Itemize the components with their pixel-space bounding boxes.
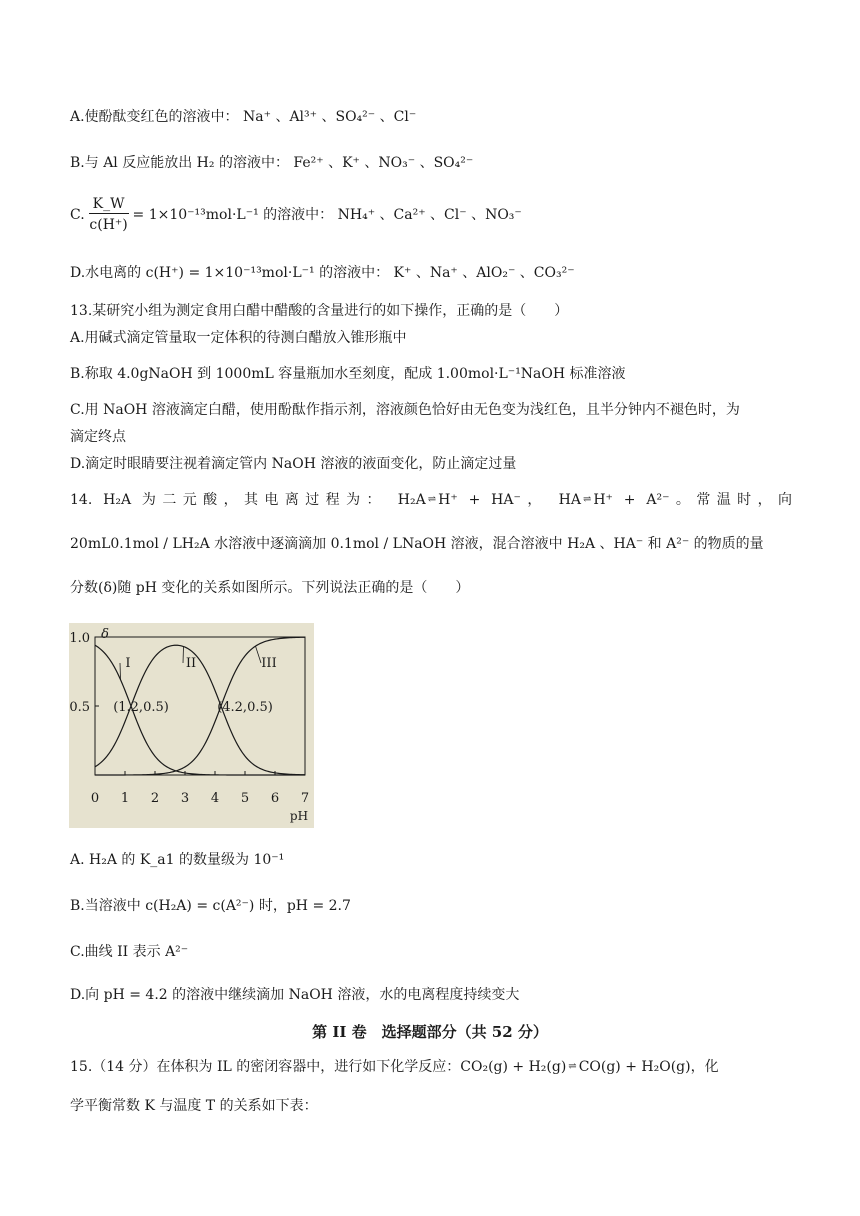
q14-option-d: D.向 pH = 4.2 的溶液中继续滴加 NaOH 溶液，水的电离程度持续变大 bbox=[70, 987, 520, 1003]
distribution-chart bbox=[69, 623, 314, 828]
y-axis-label: δ bbox=[101, 627, 109, 642]
q13-option-b: B.称取 4.0gNaOH 到 1000mL 容量瓶加水至刻度，配成 1.00mol·L⁻¹NaOH 标准溶液 bbox=[70, 366, 626, 382]
y-tick-label: 1.0 bbox=[69, 631, 90, 646]
x-tick-label: 0 bbox=[90, 791, 100, 806]
q13-option-d: D.滴定时眼睛要注视着滴定管内 NaOH 溶液的液面变化，防止滴定过量 bbox=[70, 456, 517, 472]
option-c-ions: NH₄⁺ 、Ca²⁺ 、Cl⁻ 、NO₃⁻ bbox=[337, 207, 522, 223]
option-c-prefix: C. bbox=[70, 207, 85, 223]
series-leader-line bbox=[183, 647, 184, 663]
option-a-ions: Na⁺ 、Al³⁺ 、SO₄²⁻ 、Cl⁻ bbox=[243, 109, 417, 125]
option-b-ions: Fe²⁺ 、K⁺ 、NO₃⁻ 、SO₄²⁻ bbox=[293, 155, 474, 171]
option-c-tail: = 1×10⁻¹³mol·L⁻¹ 的溶液中： bbox=[132, 207, 334, 223]
eq2-left: HA bbox=[558, 492, 581, 508]
x-tick-label: 6 bbox=[270, 791, 280, 806]
q13-stem: 13.某研究小组为测定食用白醋中醋酸的含量进行的如下操作，正确的是（ ） bbox=[70, 303, 569, 319]
section-title: 第 II 卷 选择题部分（共 52 分） bbox=[312, 1023, 548, 1041]
q15-line1 bbox=[70, 1057, 792, 1077]
equilibrium-arrow-icon: ⇌ bbox=[568, 1061, 577, 1072]
option-b-label: B.与 Al 反应能放出 H₂ 的溶液中： bbox=[70, 155, 289, 171]
x-tick-label: 1 bbox=[120, 791, 130, 806]
q14-option-a: A. H₂A 的 K_a1 的数量级为 10⁻¹ bbox=[70, 852, 285, 868]
x-tick-label: 5 bbox=[240, 791, 250, 806]
q13-option-c-line1: C.用 NaOH 溶液滴定白醋，使用酚酞作指示剂，溶液颜色恰好由无色变为浅红色，且半分钟内不褪色时，为 bbox=[70, 402, 740, 418]
option-b-q12 bbox=[70, 153, 473, 173]
option-a-label: A.使酚酞变红色的溶液中： bbox=[70, 109, 239, 125]
annotation-point-2: (4.2,0.5) bbox=[217, 700, 273, 715]
q15-eq-left: CO₂(g) + H₂(g) bbox=[460, 1059, 567, 1075]
option-c-q12 bbox=[70, 193, 522, 237]
q14-option-c: C.曲线 II 表示 A²⁻ bbox=[70, 944, 189, 960]
y-tick-label: 0.5 bbox=[69, 700, 90, 715]
q14-option-b: B.当溶液中 c(H₂A) = c(A²⁻) 时，pH = 2.7 bbox=[70, 898, 351, 914]
x-tick-label: 2 bbox=[150, 791, 160, 806]
fraction-numerator: K_W bbox=[89, 195, 129, 214]
series-leader-line bbox=[256, 646, 262, 663]
series-label-II: II bbox=[185, 656, 197, 671]
q15-line1-start: 15.（14 分）在体积为 IL 的密闭容器中，进行如下化学反应： bbox=[70, 1059, 461, 1075]
series-leader-line bbox=[120, 663, 121, 680]
q14-line1-start: 14. H₂A 为二元酸，其电离过程为： bbox=[70, 492, 387, 508]
annotation-point-1: (1.2,0.5) bbox=[113, 700, 169, 715]
q15-eq-right: CO(g) + H₂O(g) bbox=[578, 1059, 691, 1075]
eq1-left: H₂A bbox=[397, 492, 426, 508]
fraction-denominator: c(H⁺) bbox=[89, 216, 128, 233]
option-a-q12 bbox=[70, 107, 416, 127]
eq1-right: H⁺ + HA⁻ bbox=[438, 492, 521, 508]
q14-line1: 14. H₂A 为二元酸，其电离过程为： H₂A ⇌ H⁺ + HA⁻， HA ⇌ H⁺ + A²⁻。常温时，向 bbox=[70, 487, 792, 513]
option-d-q12 bbox=[70, 263, 575, 283]
series-label-I: I bbox=[125, 656, 131, 671]
x-axis-label: pH bbox=[289, 809, 309, 823]
x-tick-label: 4 bbox=[210, 791, 220, 806]
q15-line2: 学平衡常数 K 与温度 T 的关系如下表： bbox=[70, 1098, 318, 1114]
q14-line2: 20mL0.1mol / LH₂A 水溶液中逐滴滴加 0.1mol / LNaOH 溶液，混合溶液中 H₂A 、HA⁻ 和 A²⁻ 的物质的量 bbox=[70, 536, 764, 552]
q14-line1-end: 。常温时，向 bbox=[669, 492, 793, 508]
x-tick-label: 3 bbox=[180, 791, 190, 806]
option-d-label: D.水电离的 c(H⁺) = 1×10⁻¹³mol·L⁻¹ 的溶液中： bbox=[70, 265, 390, 281]
q14-line3: 分数(δ)随 pH 变化的关系如图所示。下列说法正确的是（ ） bbox=[70, 580, 470, 596]
series-label-III: III bbox=[261, 656, 277, 671]
q13-option-c-line2: 滴定终点 bbox=[70, 429, 126, 445]
eq2-right: H⁺ + A²⁻ bbox=[593, 492, 670, 508]
kw-fraction bbox=[89, 195, 129, 236]
q15-line1-end: ，化 bbox=[690, 1059, 719, 1075]
equilibrium-arrow-icon: ⇌ bbox=[582, 494, 592, 505]
x-tick-label: 7 bbox=[300, 791, 310, 806]
option-d-ions: K⁺ 、Na⁺ 、AlO₂⁻ 、CO₃²⁻ bbox=[393, 265, 575, 281]
chart-svg bbox=[69, 623, 314, 828]
q13-option-a: A.用碱式滴定管量取一定体积的待测白醋放入锥形瓶中 bbox=[70, 330, 407, 346]
equilibrium-arrow-icon: ⇌ bbox=[427, 494, 437, 505]
